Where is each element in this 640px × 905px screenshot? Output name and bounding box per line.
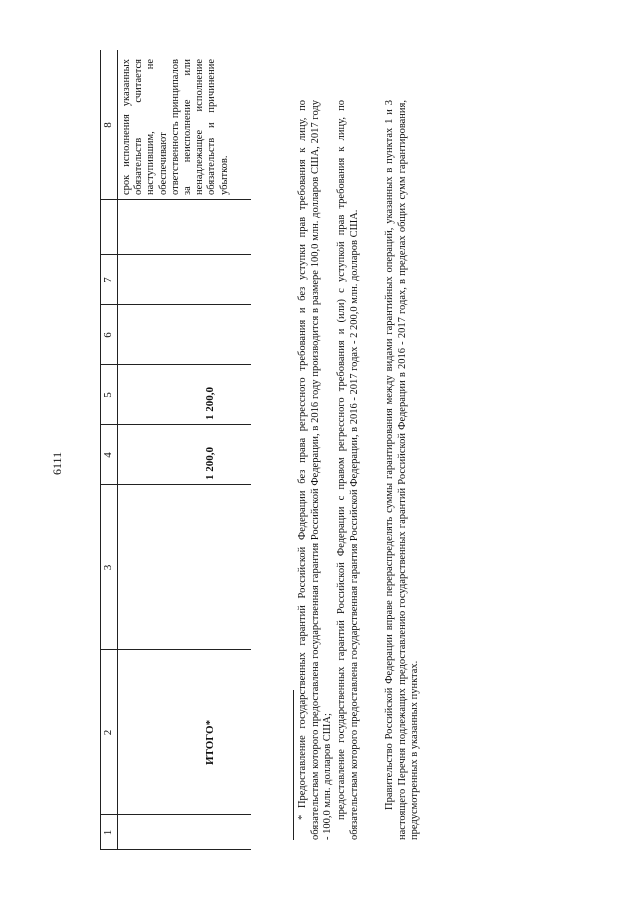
column-divider xyxy=(101,254,251,255)
header-col-2: 2 xyxy=(102,729,114,736)
column-divider xyxy=(101,364,251,365)
header-col-5: 5 xyxy=(102,392,114,398)
footnote-1: * Предоставление государственных гарантий Российской Федерации без права регрессного требования и без уступки прав требования к лицу, по обязательствам которого предоставлена государственная гарантия Российской Федерации, в 2016 году производится в размере 100,0 млн. долларов США, 2017 году - 100,0 млн. долларов США; xyxy=(297,100,334,840)
header-col-3: 3 xyxy=(102,564,114,571)
column-divider xyxy=(101,199,251,200)
total-col4-value: 1 200,0 xyxy=(204,447,216,480)
condition-description: срок исполнения указанных обязательств считается наступившим, не обеспечивают ответственность принципалов за неисполнение или ненадлежащее исполнение обязательств и причинение убытков. xyxy=(121,59,230,195)
total-col5-value: 1 200,0 xyxy=(204,387,216,420)
header-col-4: 4 xyxy=(102,452,114,458)
header-col-6: 6 xyxy=(102,332,114,338)
column-divider xyxy=(101,484,251,485)
header-col-1: 1 xyxy=(102,829,114,836)
body-paragraph: Правительство Российской Федерации вправе перераспределять суммы гарантирования между видами гарантийных операций, указанных в пунктах 1 и 3 настоящего Перечня подлежащих предоставлению государственных гарантий Российской Федерации в 2016 - 2017 годах, в пределах общих сумм гарантирования, предусмотренных в указанных пунктах. xyxy=(384,100,421,840)
total-label: ИТОГО* xyxy=(204,719,216,765)
column-divider xyxy=(101,849,251,850)
column-divider xyxy=(101,304,251,305)
page-number: 6111 xyxy=(50,451,64,475)
column-divider xyxy=(101,814,251,815)
header-col-8: 8 xyxy=(102,122,114,128)
guarantee-table xyxy=(100,50,251,850)
header-col-7: 7 xyxy=(102,277,114,283)
column-divider xyxy=(101,424,251,425)
footnote-separator xyxy=(293,690,294,840)
footnote-2: предоставление государственных гарантий Российской Федерации с правом регрессного требования и (или) с уступкой прав требования к лицу, по обязательствам которого предоставлена государственная гарантия Российской Федерации, в 2016 - 2017 годах - 2 200,0 млн. долларов США. xyxy=(336,100,360,840)
column-divider xyxy=(101,649,251,650)
